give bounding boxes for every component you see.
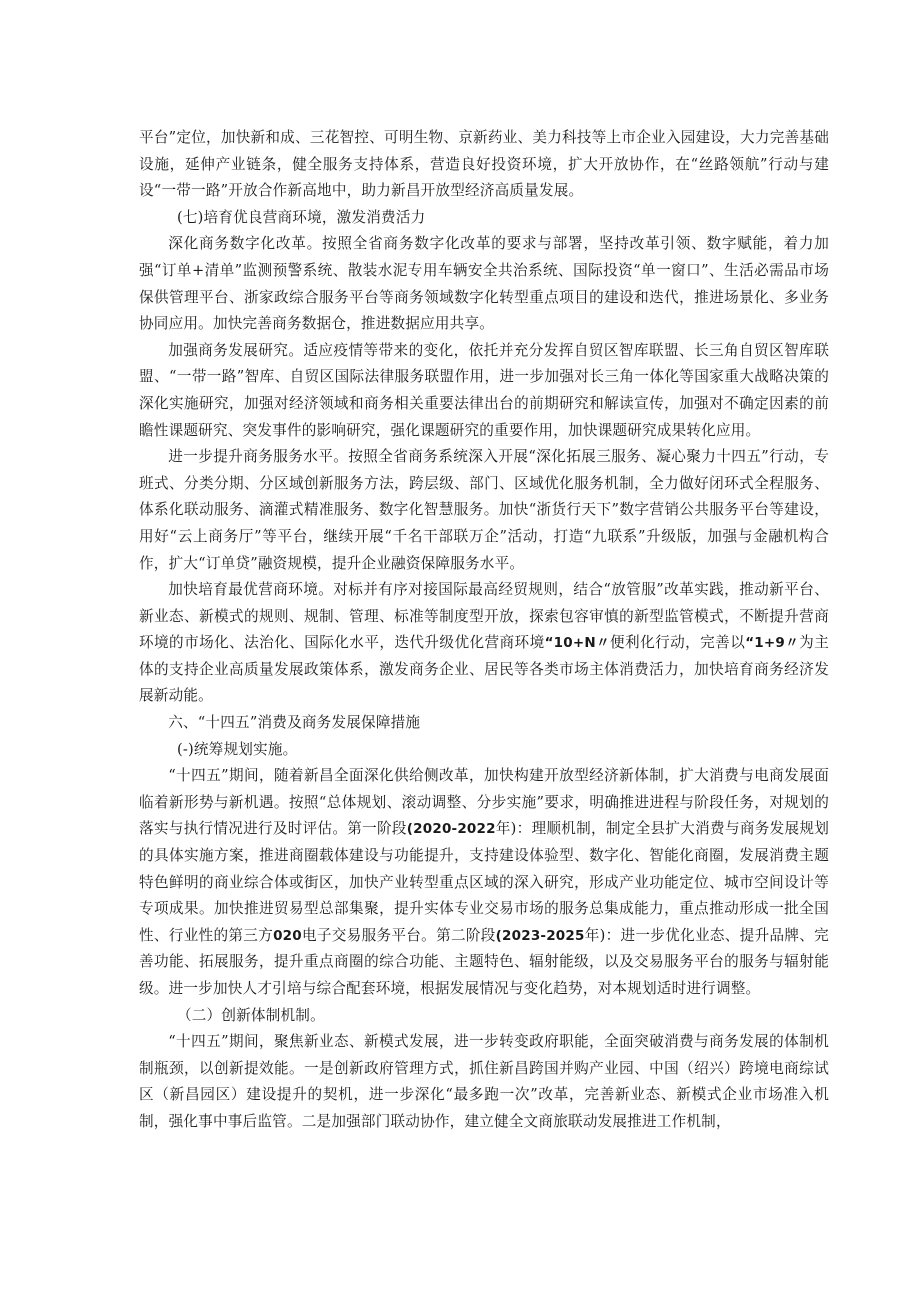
document-body [139,125,829,1136]
env-text-c: 便利化行动，完善以 [610,634,746,652]
env-code-10n: “10+N〃 [544,635,611,652]
section-heading-two: （二）创新体制机制。 [176,1006,325,1024]
plan-text-c: 年)：理顺机制，制定全县扩大消费与商务发展规划的具体实施方案，推进商圈载体建设与功能提升，支持建设体验型、数字化、智能化商圈，发展消费主题特色鲜明的商业综合体或街区，加快产业转型重点区域的深入研究，形成产业功能定位、城市空间设计等专项成果。加快推进贸易型总部集聚，提升实体专业交易市场的服务总集成能力，重点推动形成一批全国性、行业性的第三方 [139,820,829,944]
env-text-d: 为主体的支持企业高质量发展政策体系，激发商务企业、居民等各类市场主体消费活力，加快培育商务经济发展新动能。 [139,634,829,705]
section-heading-7: (七)培育优良营商环境，激发消费活力 [176,208,426,226]
paragraph-digital-reform: 深化商务数字化改革。按照全省商务数字化改革的要求与部署，坚持改革引领、数字赋能，着力加强“订单+清单”监测预警系统、散装水泥专用车辆安全共治系统、国际投资“单一窗口”、生活必需品市场保供管理平台、浙家政综合服务平台等商务领域数字化转型重点项目的建设和迭代，推进场景化、多业务协同应用。加快完善商务数据仓，推进数据应用共享。 [139,235,829,333]
paragraph-system-innovation: “十四五”期间，聚焦新业态、新模式发展，进一步转变政府职能，全面突破消费与商务发展的体制机制瓶颈，以创新提效能。一是创新政府管理方式，抓住新昌跨国并购产业园、中国（绍兴）跨境电商综试区（新昌园区）建设提升的契机，进一步深化“最多跑一次”改革，完善新业态、新模式企业市场准入机制，强化事中事后监管。二是加强部门联动协作，建立健全文商旅联动发展推进工作机制， [139,1033,829,1130]
plan-period-1: (2020-2022 [406,821,496,838]
env-text-a: 加快培育最优营商环境。对标并有序对接国际最高经贸规则，结合“放管服”改革实践，推动新平台、新业态、新模式的规则、规制、管理、标准等制度型开放，探索包容审慎的新型监管模式，不断提升营商环境的市场化、法治化、国际化水平，迭代升级优化营商环境 [139,581,829,652]
chapter-heading-six: 六、“十四五”消费及商务发展保障措施 [168,714,421,732]
paragraph-business-environment [139,577,829,710]
paragraph-continuation: 平台”定位，加快新和成、三花智控、可明生物、京新药业、美力科技等上市企业入园建设，大力完善基础设施，延伸产业链条，健全服务支持体系，营造良好投资环境，扩大开放协作，在“丝路领航”行动与建设“一带一路”开放合作新高地中，助力新昌开放型经济高质量发展。 [139,129,829,200]
paragraph-research: 加强商务发展研究。适应疫情等带来的变化，依托并充分发挥自贸区智库联盟、长三角自贸区智库联盟、“一带一路”智库、自贸区国际法律服务联盟作用，进一步加强对长三角一体化等国家重大战略决策的深化实施研究，加强对经济领域和商务相关重要法律出台的前期研究和解读宣传，加强对不确定因素的前瞻性课题研究、突发事件的影响研究，强化课题研究的重要作用，加快课题研究成果转化应用。 [139,341,829,439]
plan-o2o: 020 [273,927,302,944]
paragraph-plan-implementation [139,763,829,1002]
section-heading-one: (-)统筹规划实施。 [176,740,298,758]
env-code-19: “1+9〃 [745,635,800,652]
paragraph-service-level: 进一步提升商务服务水平。按照全省商务系统深入开展“深化拓展三服务、凝心聚力十四五”行动，专班式、分类分期、分区域创新服务方法，跨层级、部门、区域优化服务机制，全力做好闭环式全程服务、体系化联动服务、滴灌式精准服务、数字化智慧服务。加快“浙货行天下”数字营销公共服务平台等建设，用好“云上商务厅”等平台，继续开展“千名干部联万企”活动，打造“九联系”升级版，加强与金融机构合作，扩大“订单贷”融资规模，提升企业融资保障服务水平。 [139,448,829,572]
plan-text-a: “十四五”期间，随着新昌全面深化供给侧改革，加快构建开放型经济新体制，扩大消费与电商发展面临着新形势与新机遇。按照“总体规划、滚动调整、分步实施”要求，明确推进进程与阶段任务，对规划的落实与执行情况进行及时评估。第一阶段 [139,767,829,838]
plan-text-d: 电子交易服务平台。第二阶段 [301,926,496,944]
plan-period-2: (2023-2025 [495,927,585,944]
plan-text-e: 年)：进一步优化业态、提升品牌、完善功能、拓展服务，提升重点商圈的综合功能、主题特色、辐射能级，以及交易服务平台的服务与辐射能级。进一步加快人才引培与综合配套环境，根据发展情况与变化趋势，对本规划适时进行调整。 [139,926,829,997]
